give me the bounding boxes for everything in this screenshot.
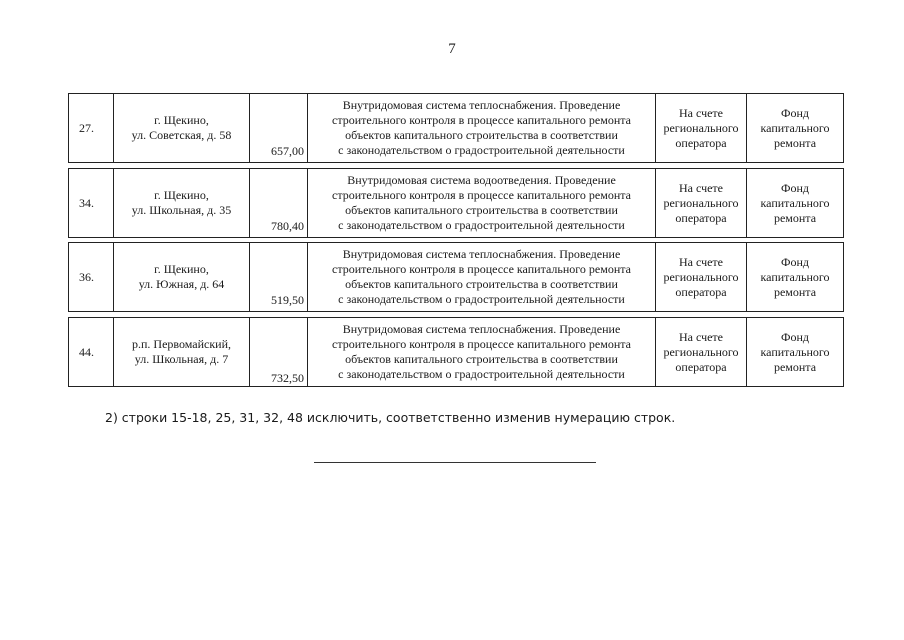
status-cell bbox=[656, 94, 747, 163]
cost-cell: 732,50 bbox=[250, 318, 308, 387]
page-number: 7 bbox=[448, 41, 456, 57]
status-line: регионального bbox=[663, 120, 739, 135]
address-line: р.п. Первомайский, bbox=[131, 337, 232, 351]
fund-cell bbox=[747, 169, 844, 238]
status-line: регионального bbox=[663, 195, 739, 210]
table-row bbox=[68, 93, 844, 163]
work-line: с законодательством о градостроительной деятельности bbox=[338, 218, 625, 232]
fund-line: капитального bbox=[760, 120, 830, 135]
status-line: На счете bbox=[678, 105, 723, 120]
status-cell bbox=[656, 169, 747, 238]
fund-line: ремонта bbox=[773, 135, 817, 150]
address-cell bbox=[114, 318, 250, 387]
cost-cell: 657,00 bbox=[250, 94, 308, 163]
status-line: оператора bbox=[675, 284, 727, 299]
row-number: 44. bbox=[69, 318, 114, 387]
address-cell bbox=[114, 169, 250, 238]
address-cell bbox=[114, 94, 250, 163]
status-line: регионального bbox=[663, 344, 739, 359]
status-line: На счете bbox=[678, 180, 723, 195]
fund-line: ремонта bbox=[773, 210, 817, 225]
fund-line: капитального bbox=[760, 269, 830, 284]
fund-line: Фонд bbox=[780, 105, 809, 120]
fund-cell bbox=[747, 243, 844, 312]
status-line: На счете bbox=[678, 329, 723, 344]
work-line: объектов капитального строительства в соответствии bbox=[345, 277, 618, 291]
address-line: г. Щекино, bbox=[154, 113, 209, 127]
fund-line: Фонд bbox=[780, 254, 809, 269]
work-line: Внутридомовая система водоотведения. Проведение bbox=[347, 173, 616, 187]
fund-cell bbox=[747, 318, 844, 387]
row-number: 34. bbox=[69, 169, 114, 238]
work-line: строительного контроля в процессе капитального ремонта bbox=[332, 188, 631, 202]
work-line: Внутридомовая система теплоснабжения. Проведение bbox=[342, 247, 621, 261]
status-line: На счете bbox=[678, 254, 723, 269]
address-line: г. Щекино, bbox=[154, 262, 209, 276]
row-number: 27. bbox=[69, 94, 114, 163]
status-line: оператора bbox=[675, 359, 727, 374]
fund-line: Фонд bbox=[780, 329, 809, 344]
fund-line: ремонта bbox=[773, 359, 817, 374]
work-description bbox=[308, 318, 656, 387]
address-line: ул. Школьная, д. 35 bbox=[131, 203, 232, 217]
work-line: Внутридомовая система теплоснабжения. Проведение bbox=[342, 322, 621, 336]
closing-rule bbox=[314, 462, 596, 463]
table-row bbox=[68, 168, 844, 238]
work-line: с законодательством о градостроительной деятельности bbox=[338, 143, 625, 157]
status-cell bbox=[656, 318, 747, 387]
work-line: строительного контроля в процессе капитального ремонта bbox=[332, 337, 631, 351]
fund-line: капитального bbox=[760, 195, 830, 210]
amendment-note: 2) строки 15-18, 25, 31, 32, 48 исключить, соответственно изменив нумерацию строк. bbox=[105, 410, 676, 425]
work-line: объектов капитального строительства в соответствии bbox=[345, 352, 618, 366]
status-line: регионального bbox=[663, 269, 739, 284]
work-description bbox=[308, 94, 656, 163]
cost-cell: 780,40 bbox=[250, 169, 308, 238]
table-row bbox=[68, 242, 844, 312]
fund-line: капитального bbox=[760, 344, 830, 359]
work-line: строительного контроля в процессе капитального ремонта bbox=[332, 113, 631, 127]
fund-line: ремонта bbox=[773, 284, 817, 299]
status-line: оператора bbox=[675, 135, 727, 150]
table-row bbox=[68, 317, 844, 387]
work-description bbox=[308, 243, 656, 312]
fund-line: Фонд bbox=[780, 180, 809, 195]
status-line: оператора bbox=[675, 210, 727, 225]
address-cell bbox=[114, 243, 250, 312]
work-line: с законодательством о градостроительной деятельности bbox=[338, 292, 625, 306]
work-description bbox=[308, 169, 656, 238]
work-line: Внутридомовая система теплоснабжения. Проведение bbox=[342, 98, 621, 112]
address-line: ул. Южная, д. 64 bbox=[138, 277, 225, 291]
fund-cell bbox=[747, 94, 844, 163]
work-line: с законодательством о градостроительной деятельности bbox=[338, 367, 625, 381]
row-number: 36. bbox=[69, 243, 114, 312]
work-line: объектов капитального строительства в соответствии bbox=[345, 128, 618, 142]
work-line: объектов капитального строительства в соответствии bbox=[345, 203, 618, 217]
cost-cell: 519,50 bbox=[250, 243, 308, 312]
address-line: г. Щекино, bbox=[154, 188, 209, 202]
address-line: ул. Советская, д. 58 bbox=[131, 128, 232, 142]
status-cell bbox=[656, 243, 747, 312]
work-line: строительного контроля в процессе капитального ремонта bbox=[332, 262, 631, 276]
address-line: ул. Школьная, д. 7 bbox=[134, 352, 229, 366]
